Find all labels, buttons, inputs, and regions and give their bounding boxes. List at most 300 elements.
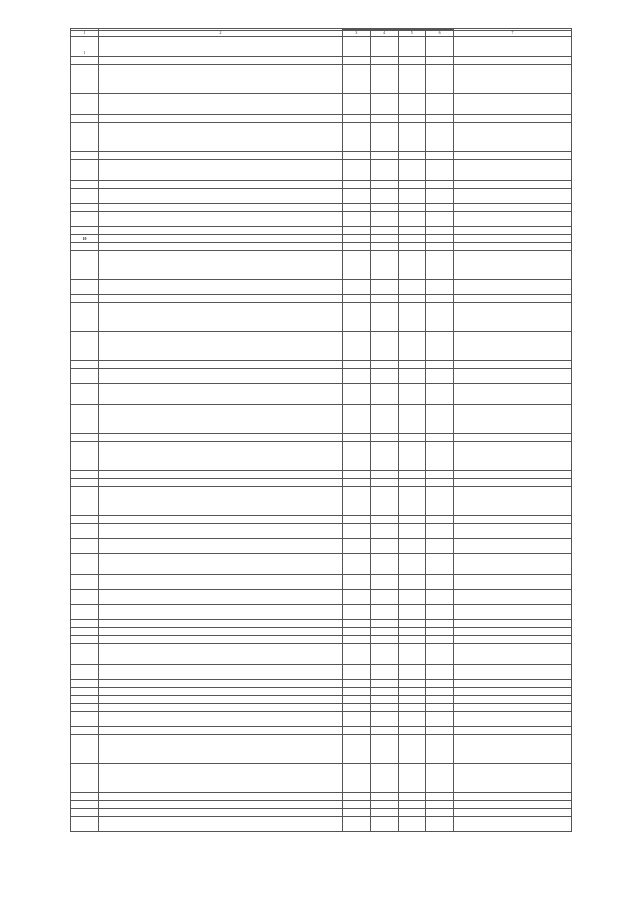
cell-num — [71, 817, 99, 832]
cell-grbs — [343, 189, 371, 204]
cell-grbs — [343, 516, 371, 524]
cell-sum — [454, 181, 572, 189]
cell-sec — [370, 152, 398, 160]
cell-sum — [454, 37, 572, 57]
cell-num — [71, 160, 99, 181]
cell-num — [71, 644, 99, 665]
cell-num — [71, 405, 99, 434]
cell-sum — [454, 809, 572, 817]
table-row — [71, 628, 572, 636]
cell-grbs — [343, 243, 371, 251]
cell-num — [71, 605, 99, 620]
cell-name — [99, 628, 343, 636]
cell-sec — [370, 123, 398, 152]
cell-name — [99, 212, 343, 227]
cell-sec — [370, 369, 398, 384]
table-row — [71, 251, 572, 280]
cell-grbs — [343, 712, 371, 727]
cell-grbs — [343, 204, 371, 212]
cell-name — [99, 524, 343, 539]
cell-name — [99, 251, 343, 280]
cell-sum — [454, 735, 572, 764]
cell-art — [398, 471, 426, 479]
cell-sec — [370, 487, 398, 516]
cell-sum — [454, 487, 572, 516]
cell-grbs — [343, 524, 371, 539]
cell-name — [99, 605, 343, 620]
cell-name — [99, 644, 343, 665]
cell-sum — [454, 680, 572, 688]
table-row — [71, 227, 572, 235]
cell-num — [71, 712, 99, 727]
table-row — [71, 189, 572, 204]
cell-sum — [454, 189, 572, 204]
cell-sum — [454, 644, 572, 665]
table-row — [71, 115, 572, 123]
cell-art — [398, 539, 426, 554]
cell-sec — [370, 227, 398, 235]
cell-name — [99, 665, 343, 680]
cell-sum — [454, 688, 572, 696]
cell-name — [99, 204, 343, 212]
cell-art — [398, 665, 426, 680]
cell-name — [99, 793, 343, 801]
cell-type — [426, 704, 454, 712]
cell-num — [71, 332, 99, 361]
cell-num — [71, 152, 99, 160]
cell-art — [398, 212, 426, 227]
cell-art — [398, 442, 426, 471]
cell-name — [99, 384, 343, 405]
cell-sum — [454, 665, 572, 680]
column-index-cell: 5 — [398, 31, 426, 37]
cell-art — [398, 189, 426, 204]
cell-type — [426, 590, 454, 605]
cell-name — [99, 704, 343, 712]
cell-art — [398, 727, 426, 735]
cell-name — [99, 189, 343, 204]
cell-type — [426, 65, 454, 94]
cell-grbs — [343, 332, 371, 361]
cell-art — [398, 712, 426, 727]
cell-name — [99, 487, 343, 516]
cell-sum — [454, 793, 572, 801]
cell-art — [398, 94, 426, 115]
cell-art — [398, 809, 426, 817]
cell-type — [426, 280, 454, 295]
cell-sum — [454, 94, 572, 115]
cell-name — [99, 516, 343, 524]
cell-grbs — [343, 384, 371, 405]
cell-sec — [370, 471, 398, 479]
cell-type — [426, 524, 454, 539]
cell-sum — [454, 303, 572, 332]
cell-sec — [370, 554, 398, 575]
column-index-cell: 2 — [99, 31, 343, 37]
cell-num — [71, 554, 99, 575]
cell-num — [71, 487, 99, 516]
cell-num — [71, 793, 99, 801]
cell-name — [99, 123, 343, 152]
cell-name — [99, 152, 343, 160]
cell-type — [426, 227, 454, 235]
table-row — [71, 636, 572, 644]
cell-art — [398, 280, 426, 295]
table-row — [71, 361, 572, 369]
cell-art — [398, 680, 426, 688]
cell-num — [71, 590, 99, 605]
cell-num — [71, 251, 99, 280]
cell-grbs — [343, 94, 371, 115]
cell-grbs — [343, 704, 371, 712]
cell-art — [398, 735, 426, 764]
cell-num — [71, 204, 99, 212]
cell-grbs — [343, 575, 371, 590]
table-row — [71, 735, 572, 764]
table-row — [71, 727, 572, 735]
cell-num — [71, 434, 99, 442]
cell-art — [398, 575, 426, 590]
table-row — [71, 303, 572, 332]
cell-name — [99, 235, 343, 243]
cell-num — [71, 384, 99, 405]
cell-name — [99, 181, 343, 189]
cell-art — [398, 227, 426, 235]
cell-sec — [370, 620, 398, 628]
table-row — [71, 204, 572, 212]
cell-num — [71, 516, 99, 524]
cell-num — [71, 479, 99, 487]
cell-sec — [370, 712, 398, 727]
cell-name — [99, 303, 343, 332]
cell-sum — [454, 405, 572, 434]
cell-grbs — [343, 152, 371, 160]
cell-num — [71, 212, 99, 227]
cell-sec — [370, 65, 398, 94]
table-row — [71, 280, 572, 295]
cell-grbs — [343, 160, 371, 181]
cell-num — [71, 620, 99, 628]
cell-art — [398, 243, 426, 251]
cell-sum — [454, 65, 572, 94]
cell-grbs — [343, 680, 371, 688]
cell-sec — [370, 115, 398, 123]
cell-type — [426, 605, 454, 620]
cell-type — [426, 115, 454, 123]
table-row — [71, 539, 572, 554]
cell-type — [426, 644, 454, 665]
cell-num — [71, 57, 99, 65]
cell-type — [426, 94, 454, 115]
table-row — [71, 764, 572, 793]
cell-sum — [454, 442, 572, 471]
cell-grbs — [343, 590, 371, 605]
cell-sum — [454, 516, 572, 524]
cell-name — [99, 809, 343, 817]
cell-sec — [370, 243, 398, 251]
cell-num — [71, 369, 99, 384]
cell-sum — [454, 251, 572, 280]
cell-type — [426, 735, 454, 764]
cell-art — [398, 704, 426, 712]
cell-sum — [454, 704, 572, 712]
cell-num: 10 — [71, 235, 99, 243]
cell-art — [398, 204, 426, 212]
table-row — [71, 554, 572, 575]
cell-art — [398, 37, 426, 57]
cell-type — [426, 636, 454, 644]
cell-num — [71, 227, 99, 235]
cell-sum — [454, 712, 572, 727]
cell-grbs — [343, 123, 371, 152]
cell-name — [99, 471, 343, 479]
cell-name — [99, 554, 343, 575]
cell-art — [398, 793, 426, 801]
cell-sum — [454, 696, 572, 704]
table-row — [71, 809, 572, 817]
cell-type — [426, 727, 454, 735]
cell-num — [71, 295, 99, 303]
cell-sum — [454, 590, 572, 605]
cell-type — [426, 303, 454, 332]
cell-sec — [370, 636, 398, 644]
cell-sum — [454, 152, 572, 160]
cell-art — [398, 644, 426, 665]
cell-sec — [370, 727, 398, 735]
cell-sec — [370, 539, 398, 554]
cell-num — [71, 735, 99, 764]
cell-name — [99, 575, 343, 590]
table-row — [71, 123, 572, 152]
cell-name — [99, 227, 343, 235]
cell-type — [426, 817, 454, 832]
cell-grbs — [343, 227, 371, 235]
cell-type — [426, 434, 454, 442]
cell-sec — [370, 524, 398, 539]
cell-num — [71, 704, 99, 712]
cell-art — [398, 479, 426, 487]
cell-sec — [370, 516, 398, 524]
cell-type — [426, 212, 454, 227]
cell-art — [398, 524, 426, 539]
column-index-cell: 3 — [343, 31, 371, 37]
cell-sec — [370, 37, 398, 57]
column-index-cell: 6 — [426, 31, 454, 37]
cell-art — [398, 235, 426, 243]
cell-art — [398, 251, 426, 280]
cell-grbs — [343, 688, 371, 696]
column-index-cell: 4 — [370, 31, 398, 37]
cell-sum — [454, 204, 572, 212]
table-row — [71, 712, 572, 727]
cell-type — [426, 332, 454, 361]
cell-num — [71, 115, 99, 123]
cell-art — [398, 628, 426, 636]
table-row — [71, 479, 572, 487]
cell-sec — [370, 57, 398, 65]
cell-type — [426, 243, 454, 251]
cell-name — [99, 57, 343, 65]
cell-name — [99, 369, 343, 384]
cell-sum — [454, 295, 572, 303]
cell-name — [99, 37, 343, 57]
cell-grbs — [343, 361, 371, 369]
cell-art — [398, 123, 426, 152]
cell-sum — [454, 817, 572, 832]
cell-type — [426, 680, 454, 688]
cell-type — [426, 620, 454, 628]
cell-grbs — [343, 727, 371, 735]
cell-grbs — [343, 37, 371, 57]
cell-type — [426, 152, 454, 160]
column-index-cell: 1 — [71, 31, 99, 37]
cell-sec — [370, 688, 398, 696]
table-row — [71, 384, 572, 405]
cell-sec — [370, 295, 398, 303]
cell-grbs — [343, 442, 371, 471]
cell-name — [99, 361, 343, 369]
cell-type — [426, 471, 454, 479]
cell-type — [426, 442, 454, 471]
cell-art — [398, 181, 426, 189]
cell-type — [426, 235, 454, 243]
cell-grbs — [343, 57, 371, 65]
cell-name — [99, 735, 343, 764]
cell-grbs — [343, 793, 371, 801]
cell-grbs — [343, 181, 371, 189]
table-row — [71, 57, 572, 65]
cell-type — [426, 487, 454, 516]
table-row — [71, 434, 572, 442]
cell-type — [426, 361, 454, 369]
cell-grbs — [343, 212, 371, 227]
cell-sec — [370, 251, 398, 280]
cell-sec — [370, 303, 398, 332]
cell-grbs — [343, 554, 371, 575]
table-row — [71, 605, 572, 620]
cell-art — [398, 115, 426, 123]
cell-art — [398, 605, 426, 620]
budget-table-sheet — [70, 28, 572, 832]
cell-type — [426, 809, 454, 817]
cell-sum — [454, 332, 572, 361]
cell-sec — [370, 280, 398, 295]
cell-sec — [370, 809, 398, 817]
cell-sum — [454, 539, 572, 554]
cell-name — [99, 280, 343, 295]
cell-sum — [454, 212, 572, 227]
table-row — [71, 442, 572, 471]
cell-art — [398, 817, 426, 832]
cell-sec — [370, 575, 398, 590]
cell-num — [71, 636, 99, 644]
cell-grbs — [343, 405, 371, 434]
cell-type — [426, 37, 454, 57]
cell-grbs — [343, 644, 371, 665]
cell-sum — [454, 115, 572, 123]
cell-num — [71, 361, 99, 369]
cell-sum — [454, 369, 572, 384]
table-row — [71, 152, 572, 160]
cell-sum — [454, 554, 572, 575]
cell-sec — [370, 628, 398, 636]
cell-name — [99, 712, 343, 727]
cell-num — [71, 471, 99, 479]
cell-grbs — [343, 479, 371, 487]
table-row — [71, 471, 572, 479]
cell-num — [71, 189, 99, 204]
cell-num — [71, 727, 99, 735]
cell-sec — [370, 644, 398, 665]
cell-num — [71, 539, 99, 554]
table-row — [71, 65, 572, 94]
cell-name — [99, 764, 343, 793]
cell-name — [99, 442, 343, 471]
table-row — [71, 644, 572, 665]
cell-name — [99, 479, 343, 487]
cell-sum — [454, 434, 572, 442]
cell-name — [99, 434, 343, 442]
cell-art — [398, 160, 426, 181]
cell-art — [398, 369, 426, 384]
cell-art — [398, 696, 426, 704]
cell-sum — [454, 243, 572, 251]
cell-grbs — [343, 801, 371, 809]
cell-sec — [370, 235, 398, 243]
cell-sum — [454, 280, 572, 295]
cell-name — [99, 405, 343, 434]
cell-sum — [454, 479, 572, 487]
cell-art — [398, 434, 426, 442]
cell-sum — [454, 575, 572, 590]
cell-grbs — [343, 369, 371, 384]
cell-sec — [370, 590, 398, 605]
cell-name — [99, 620, 343, 628]
cell-name — [99, 94, 343, 115]
table-row — [71, 369, 572, 384]
cell-sum — [454, 727, 572, 735]
cell-art — [398, 361, 426, 369]
cell-sec — [370, 204, 398, 212]
cell-art — [398, 295, 426, 303]
cell-sec — [370, 696, 398, 704]
cell-num: 1 — [71, 37, 99, 57]
cell-name — [99, 160, 343, 181]
cell-grbs — [343, 303, 371, 332]
cell-num — [71, 280, 99, 295]
cell-sum — [454, 361, 572, 369]
cell-name — [99, 115, 343, 123]
cell-type — [426, 57, 454, 65]
cell-grbs — [343, 115, 371, 123]
budget-table — [70, 28, 572, 832]
cell-grbs — [343, 471, 371, 479]
cell-grbs — [343, 809, 371, 817]
cell-sum — [454, 235, 572, 243]
table-row — [71, 696, 572, 704]
table-row — [71, 94, 572, 115]
table-row — [71, 817, 572, 832]
cell-grbs — [343, 636, 371, 644]
cell-num — [71, 303, 99, 332]
table-body — [71, 37, 572, 832]
cell-grbs — [343, 65, 371, 94]
cell-sec — [370, 384, 398, 405]
cell-sum — [454, 57, 572, 65]
cell-type — [426, 369, 454, 384]
cell-name — [99, 65, 343, 94]
cell-type — [426, 712, 454, 727]
